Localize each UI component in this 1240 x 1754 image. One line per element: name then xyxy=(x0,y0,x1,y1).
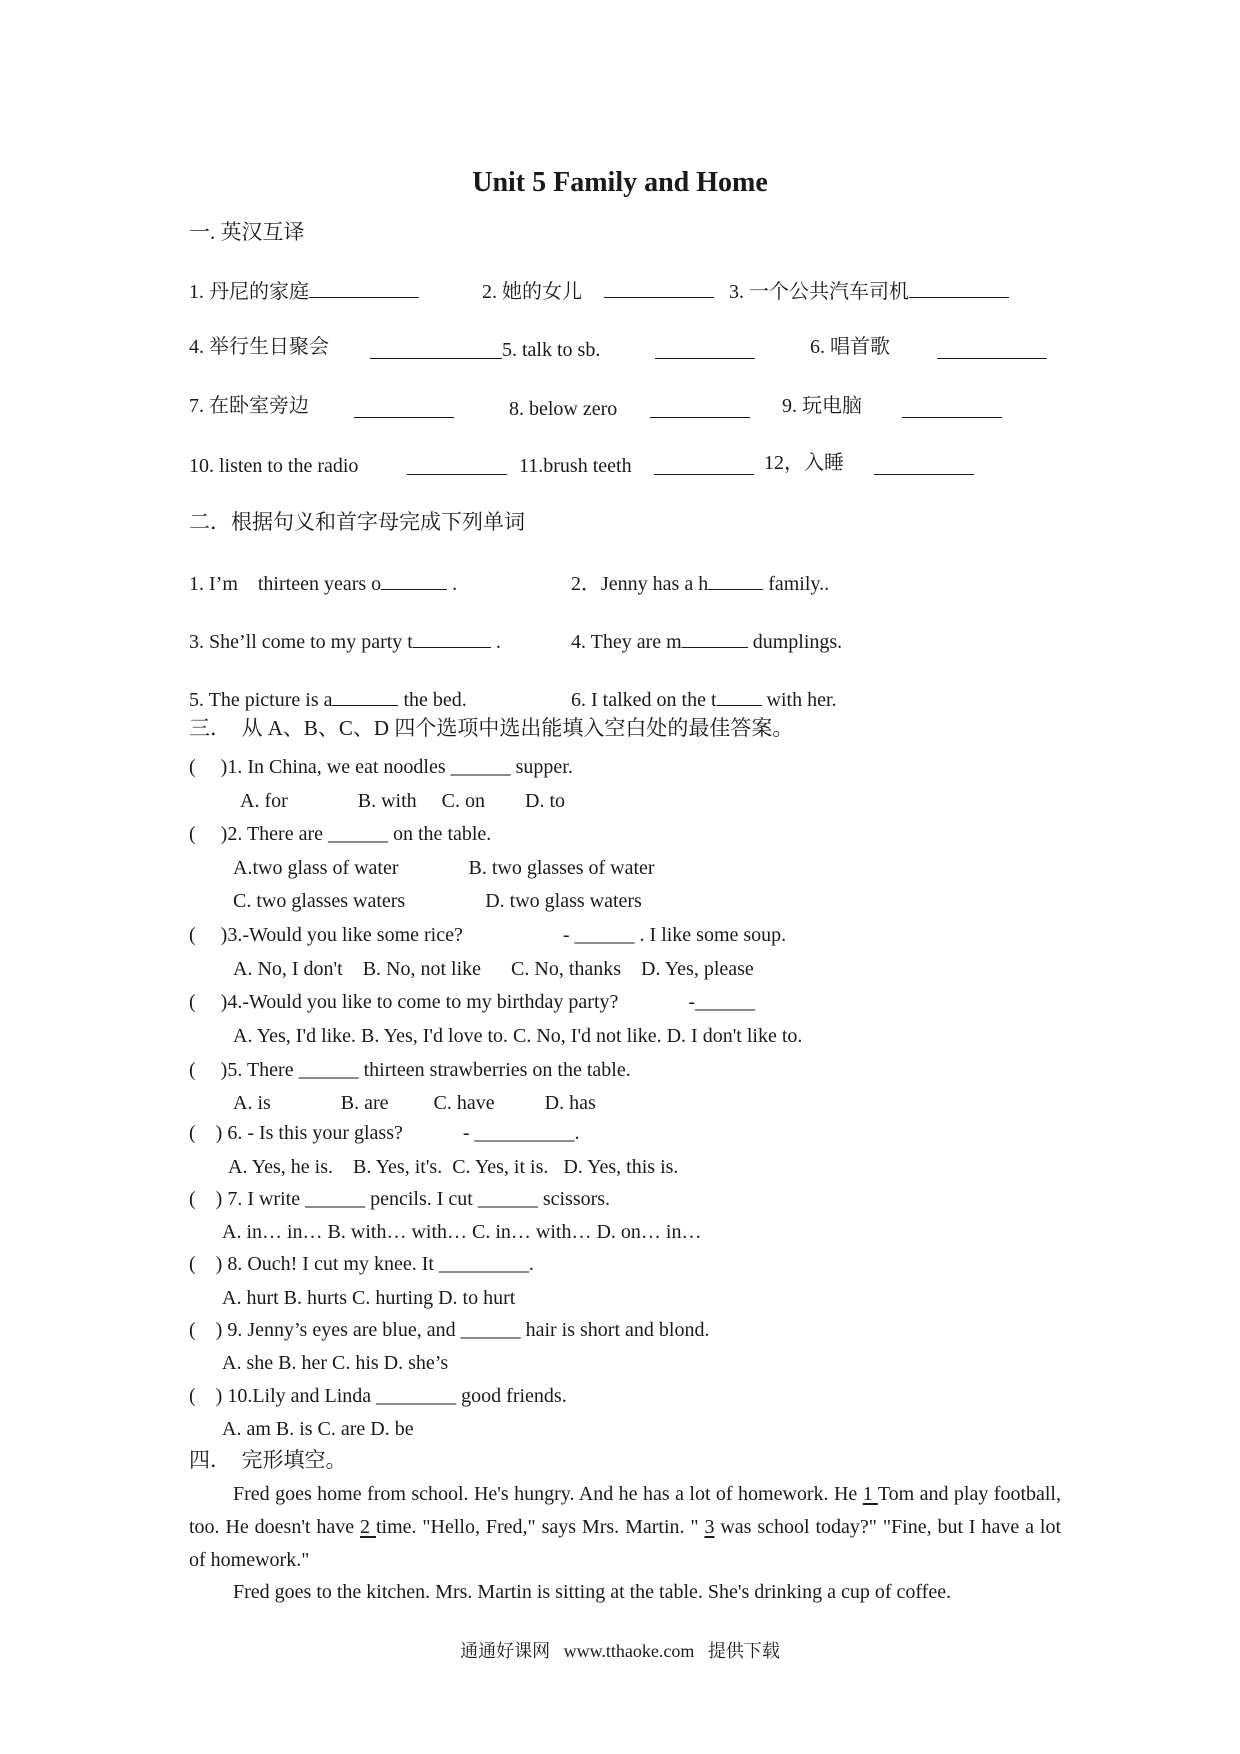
word-item-3 xyxy=(189,627,501,654)
word-item-tail: the bed. xyxy=(398,689,467,711)
translate-item-2 xyxy=(482,277,714,304)
mc-options-3: A. No, I don't B. No, not like C. No, thanks D. Yes, please xyxy=(233,958,754,980)
page-footer: 通通好课网 www.tthaoke.com 提供下载 xyxy=(460,1641,780,1661)
mc-question-10: ( ) 10.Lily and Linda ________ good friends. xyxy=(189,1385,567,1407)
answer-blank[interactable] xyxy=(909,277,1009,298)
translate-item-10 xyxy=(189,454,358,478)
answer-blank[interactable] xyxy=(332,685,398,706)
answer-blank[interactable] xyxy=(309,277,419,298)
mc-options-6: A. Yes, he is. B. Yes, it's. C. Yes, it is. D. Yes, this is. xyxy=(228,1156,679,1178)
section-heading-2: 二．根据句义和首字母完成下列单词 xyxy=(189,510,525,534)
mc-options-5: A. is B. are C. have D. has xyxy=(233,1092,596,1114)
mc-options-7: A. in… in… B. with… with… C. in… with… D. on… in… xyxy=(222,1221,702,1243)
answer-blank[interactable] xyxy=(370,338,502,359)
answer-blank[interactable] xyxy=(655,338,755,359)
answer-blank[interactable] xyxy=(413,627,491,648)
cloze-paragraph-1 xyxy=(189,1478,1061,1577)
translate-item-label: 7. 在卧室旁边 xyxy=(189,395,309,417)
word-item-2 xyxy=(571,569,829,596)
answer-blank[interactable] xyxy=(682,627,748,648)
answer-blank[interactable] xyxy=(407,454,507,475)
word-item-text: 4. They are m xyxy=(571,631,682,653)
translate-item-12 xyxy=(764,451,844,475)
translate-item-label: 1. 丹尼的家庭 xyxy=(189,281,309,303)
mc-question-4: ( )4.-Would you like to come to my birthday party? -______ xyxy=(189,991,756,1013)
translate-item-5 xyxy=(502,338,600,362)
mc-question-9: ( ) 9. Jenny’s eyes are blue, and ______ hair is short and blond. xyxy=(189,1319,710,1341)
answer-blank[interactable] xyxy=(874,454,974,475)
cloze-text: Fred goes home from school. He's hungry. And he has a lot of homework. He xyxy=(233,1483,863,1505)
word-item-5 xyxy=(189,685,467,712)
translate-item-7 xyxy=(189,394,309,418)
answer-blank[interactable] xyxy=(717,685,762,706)
answer-blank[interactable] xyxy=(604,277,714,298)
word-item-tail: with her. xyxy=(761,689,837,711)
translate-item-9 xyxy=(782,394,862,418)
cloze-blank-2[interactable]: 2 xyxy=(360,1516,376,1538)
word-item-4 xyxy=(571,627,842,654)
translate-item-label: 2. 她的女儿 xyxy=(482,281,582,303)
translate-item-4 xyxy=(189,335,329,359)
section-heading-4: 四． 完形填空。 xyxy=(189,1448,347,1472)
translate-item-11 xyxy=(519,454,632,478)
word-item-tail: dumplings. xyxy=(747,631,843,653)
section-heading-3: 三． 从 A、B、C、D 四个选项中选出能填入空白处的最佳答案。 xyxy=(189,716,794,740)
cloze-blank-3[interactable]: 3 xyxy=(704,1516,715,1538)
page-title: Unit 5 Family and Home xyxy=(472,167,768,198)
cloze-text: time. "Hello, Fred," says Mrs. Martin. " xyxy=(375,1516,705,1538)
mc-options-4: A. Yes, I'd like. B. Yes, I'd love to. C. No, I'd not like. D. I don't like to. xyxy=(233,1025,803,1047)
cloze-paragraph-2: Fred goes to the kitchen. Mrs. Martin is sitting at the table. She's drinking a cup of coffee. xyxy=(233,1581,952,1603)
mc-question-3: ( )3.-Would you like some rice? - ______ . I like some soup. xyxy=(189,924,787,946)
cloze-text: Tom and play football, too. He doesn't have xyxy=(189,1483,1061,1538)
word-item-tail: . xyxy=(490,631,501,653)
answer-blank[interactable] xyxy=(354,397,454,418)
translate-item-3 xyxy=(729,277,1009,304)
mc-options-8: A. hurt B. hurts C. hurting D. to hurt xyxy=(222,1287,516,1309)
translate-item-8 xyxy=(509,397,617,421)
translate-item-label: 11.brush teeth xyxy=(519,455,632,477)
mc-question-5: ( )5. There ______ thirteen strawberries on the table. xyxy=(189,1059,631,1081)
word-item-text: 1. I’m thirteen years o xyxy=(189,573,382,595)
mc-question-6: ( ) 6. - Is this your glass? - __________. xyxy=(189,1122,580,1144)
translate-item-6 xyxy=(810,335,890,359)
translate-item-label: 8. below zero xyxy=(509,398,618,420)
word-item-text: 3. She’ll come to my party t xyxy=(189,631,413,653)
cloze-blank-1[interactable]: 1 xyxy=(862,1483,878,1505)
word-item-1 xyxy=(189,569,457,596)
mc-question-8: ( ) 8. Ouch! I cut my knee. It _________. xyxy=(189,1253,534,1275)
answer-blank[interactable] xyxy=(937,338,1047,359)
cloze-text: was school today?" "Fine, but I have a lot of homework." xyxy=(189,1516,1062,1571)
mc-question-7: ( ) 7. I write ______ pencils. I cut ______ scissors. xyxy=(189,1188,611,1210)
word-item-tail: family.. xyxy=(763,573,830,595)
translate-item-label: 3. 一个公共汽车司机 xyxy=(729,281,909,303)
answer-blank[interactable] xyxy=(708,569,763,590)
answer-blank[interactable] xyxy=(902,397,1002,418)
translate-item-label: 4. 举行生日聚会 xyxy=(189,336,329,358)
translate-item-label: 6. 唱首歌 xyxy=(810,336,890,358)
mc-options-10: A. am B. is C. are D. be xyxy=(222,1418,414,1440)
answer-blank[interactable] xyxy=(381,569,447,590)
translate-item-label: 10. listen to the radio xyxy=(189,455,359,477)
translate-item-label: 9. 玩电脑 xyxy=(782,395,862,417)
mc-options-2b: C. two glasses waters D. two glass waters xyxy=(233,890,642,912)
word-item-text: 5. The picture is a xyxy=(189,689,333,711)
word-item-text: 6. I talked on the t xyxy=(571,689,717,711)
translate-item-1 xyxy=(189,277,419,304)
word-item-6 xyxy=(571,685,837,712)
translate-item-label: 5. talk to sb. xyxy=(502,339,601,361)
mc-question-2: ( )2. There are ______ on the table. xyxy=(189,823,492,845)
word-item-tail: . xyxy=(447,573,458,595)
mc-options-1: A. for B. with C. on D. to xyxy=(240,790,565,812)
section-heading-1: 一. 英汉互译 xyxy=(189,220,305,244)
mc-options-2: A.two glass of water B. two glasses of water xyxy=(233,857,655,879)
mc-options-9: A. she B. her C. his D. she’s xyxy=(222,1352,449,1374)
mc-question-1: ( )1. In China, we eat noodles ______ supper. xyxy=(189,756,573,778)
answer-blank[interactable] xyxy=(650,397,750,418)
translate-item-label: 12，入睡 xyxy=(764,452,844,474)
answer-blank[interactable] xyxy=(654,454,754,475)
word-item-text: 2．Jenny has a h xyxy=(571,573,709,595)
